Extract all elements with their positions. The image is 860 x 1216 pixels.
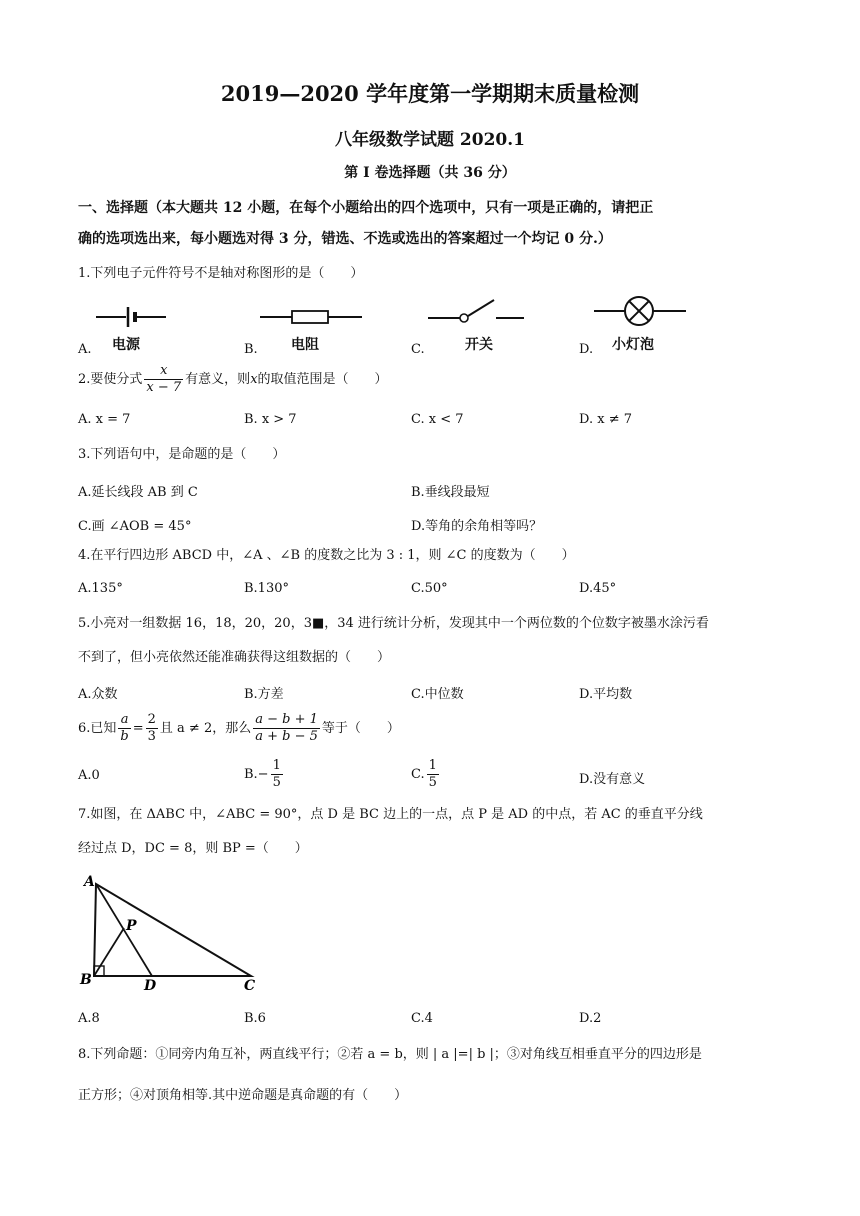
q4-option-d: D.45° [579,581,617,596]
q6-fraction-expr: $\frac{a - b + 1}{a + b - 5}$ [255,712,318,744]
q1-option-a: A. [78,342,92,357]
q3-option-b: B.垂线段最短 [411,485,490,500]
battery-symbol-icon [92,302,172,328]
question-7-line1: 7.如图，在 ΔABC 中，∠ABC = 90°，点 D 是 BC 边上的一点，点 P 是 AD 的中点，若 AC 的垂直平分线 [78,807,703,822]
q7-option-b: B.6 [244,1011,266,1026]
resistor-symbol-icon [258,302,364,328]
question-5-line2: 不到了，但小亮依然还能准确获得这组数据的（ ） [78,650,391,665]
question-8-line2: 正方形；④对顶角相等.其中逆命题是真命题的有（ ） [78,1088,408,1103]
question-6: 6.已知 $\frac{a}{b}$ = $\frac{2}{3}$ 且 a ≠ 2，那么 $\frac{a - b + 1}{a + b - 5}$ 等于（ ） [78,712,400,744]
q2-post2-text: 的取值范围是（ ） [257,372,388,387]
q5-option-d: D.平均数 [579,687,633,702]
fig-label-p: P [126,918,137,934]
q3-option-c: C.画 ∠AOB = 45° [78,519,192,534]
q7-option-a: A.8 [78,1011,100,1026]
fig-label-c: C [244,978,256,994]
q6-fraction-a-b: $\frac{a}{b}$ [120,712,129,744]
q2-option-b: B. x > 7 [244,412,297,427]
question-5-line1: 5.小亮对一组数据 16，18，20，20，3■，34 进行统计分析，发现其中一个两位数的个位数字被墨水涂污看 [78,616,709,631]
switch-symbol-icon [426,296,526,328]
q6-option-b: B.− $\frac{1}{5}$ [244,758,281,790]
q6-option-c: C. $\frac{1}{5}$ [411,758,437,790]
q6-option-a: A.0 [78,768,100,783]
q1-option-c: C. [411,342,425,357]
q5-option-c: C.中位数 [411,687,464,702]
exam-subtitle: 八年级数学试题 2020.1 [335,130,525,150]
q4-option-a: A.135° [78,581,123,596]
q7-option-d: D.2 [579,1011,602,1026]
section-title: 第 I 卷选择题（共 36 分） [344,165,516,181]
q2-fraction: $\frac{x}{x - 7}$ [146,363,182,395]
q4-option-b: B.130° [244,581,289,596]
q6-option-d: D.没有意义 [579,772,646,787]
q1-option-b: B. [244,342,258,357]
question-3: 3.下列语句中，是命题的是（ ） [78,447,286,462]
part-heading-line2: 确的选项选出来，每小题选对得 3 分，错选、不选或选出的答案超过一个均记 0 分.） [78,231,612,247]
q1-label-power: 电源 [112,337,140,353]
q1-label-lamp: 小灯泡 [612,337,654,353]
q4-option-c: C.50° [411,581,448,596]
q3-option-a: A.延长线段 AB 到 C [78,485,198,500]
q2-option-d: D. x ≠ 7 [579,412,632,427]
q7-option-c: C.4 [411,1011,433,1026]
q3-option-d: D.等角的余角相等吗？ [411,519,543,534]
question-7-line2: 经过点 D，DC = 8，则 BP =（ ） [78,841,308,856]
exam-title: 2019—2020 学年度第一学期期末质量检测 [220,81,640,106]
question-1: 1.下列电子元件符号不是轴对称图形的是（ ） [78,266,364,281]
q5-option-b: B.方差 [244,687,284,702]
part-heading-line1: 一、选择题（本大题共 12 小题，在每个小题给出的四个选项中，只有一项是正确的，请把正 [78,200,654,216]
q2-option-c: C. x < 7 [411,412,464,427]
q6-fraction-2-3: $\frac{2}{3}$ [147,712,156,744]
q1-label-resistor: 电阻 [291,337,319,353]
fig-label-d: D [144,978,157,994]
question-2: 2.要使分式 $\frac{x}{x - 7}$ 有意义，则x的取值范围是（ ） [78,363,388,395]
q1-label-switch: 开关 [465,337,493,353]
q1-option-d: D. [579,342,594,357]
q2-pre-text: 2.要使分式 [78,372,143,387]
q2-option-a: A. x = 7 [78,412,131,427]
fig-label-a: A [84,874,95,890]
q5-option-a: A.众数 [78,687,118,702]
fig-label-b: B [80,972,92,988]
triangle-figure [76,872,266,994]
question-8-line1: 8.下列命题：①同旁内角互补，两直线平行；②若 a = b，则 | a |=| b |；③对角线互相垂直平分的四边形是 [78,1047,702,1062]
question-4: 4.在平行四边形 ABCD 中，∠A 、∠B 的度数之比为 3 : 1，则 ∠C 的度数为（ ） [78,548,575,563]
lamp-symbol-icon [592,294,688,328]
q2-post-text: 有意义，则 [185,372,251,387]
